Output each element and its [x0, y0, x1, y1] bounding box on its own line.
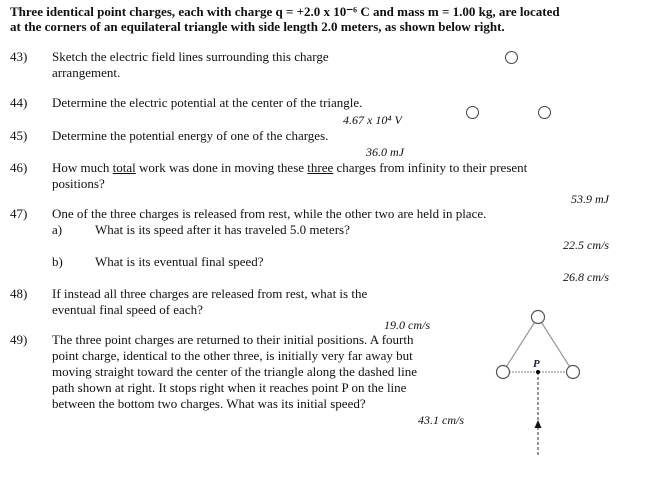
q45-text: Determine the potential energy of one of the charges. — [52, 128, 329, 143]
q48-text-2: eventual final speed of each? — [52, 302, 203, 317]
q47a-answer: 22.5 cm/s — [563, 238, 609, 252]
q47-text: One of the three charges is released from rest, while the other two are held in place. — [52, 206, 487, 221]
q44-number: 44) — [10, 95, 28, 110]
q49-text-1: The three point charges are returned to their initial positions. A fourth — [52, 332, 414, 347]
q44-answer: 4.67 x 10⁴ V — [343, 113, 402, 127]
q43-text: Sketch the electric field lines surrounding this charge — [52, 49, 329, 64]
q48-number: 48) — [10, 286, 28, 301]
q48-answer: 19.0 cm/s — [384, 318, 430, 332]
q43-number: 43) — [10, 49, 28, 64]
charge-bottom-left — [497, 366, 510, 379]
q46-number: 46) — [10, 160, 28, 175]
q49-text-3: moving straight toward the center of the triangle along the dashed line — [52, 364, 417, 379]
q49-text-2: point charge, identical to the other three, is initially very far away but — [52, 348, 413, 363]
q45-number: 45) — [10, 128, 28, 143]
intro-line-2: at the corners of an equilateral triangle with side length 2.0 meters, as shown below right. — [10, 19, 505, 34]
q47a-text: What is its speed after it has traveled 5.0 meters? — [95, 222, 350, 237]
q47b-text: What is its eventual final speed? — [95, 254, 264, 269]
q44-text: Determine the electric potential at the center of the triangle. — [52, 95, 363, 110]
point-p-label: P — [533, 358, 540, 370]
charge-top — [532, 311, 545, 324]
q43-text-2: arrangement. — [52, 65, 121, 80]
q46-text: How much total work was done in moving these three charges from infinity to their present — [52, 160, 528, 175]
q49-text-4: path shown at right. It stops right when it reaches point P on the line — [52, 380, 407, 395]
q46-text-2: positions? — [52, 176, 105, 191]
q47b-answer: 26.8 cm/s — [563, 270, 609, 284]
q47b-label: b) — [52, 254, 63, 269]
arrow-up-icon — [535, 420, 542, 428]
q47-number: 47) — [10, 206, 28, 221]
q49-answer: 43.1 cm/s — [418, 413, 464, 427]
q45-answer: 36.0 mJ — [366, 145, 404, 159]
q48-text: If instead all three charges are released from rest, what is the — [52, 286, 368, 301]
intro-line-1: Three identical point charges, each with charge q = +2.0 x 10⁻⁶ C and mass m = 1.00 kg, are located — [10, 4, 560, 19]
charge-bottom-right — [567, 366, 580, 379]
q47a-label: a) — [52, 222, 63, 237]
triangle-edge-right — [538, 317, 573, 372]
q49-number: 49) — [10, 332, 28, 347]
q46-answer: 53.9 mJ — [571, 192, 609, 206]
q49-text-5: between the bottom two charges. What was its initial speed? — [52, 396, 366, 411]
